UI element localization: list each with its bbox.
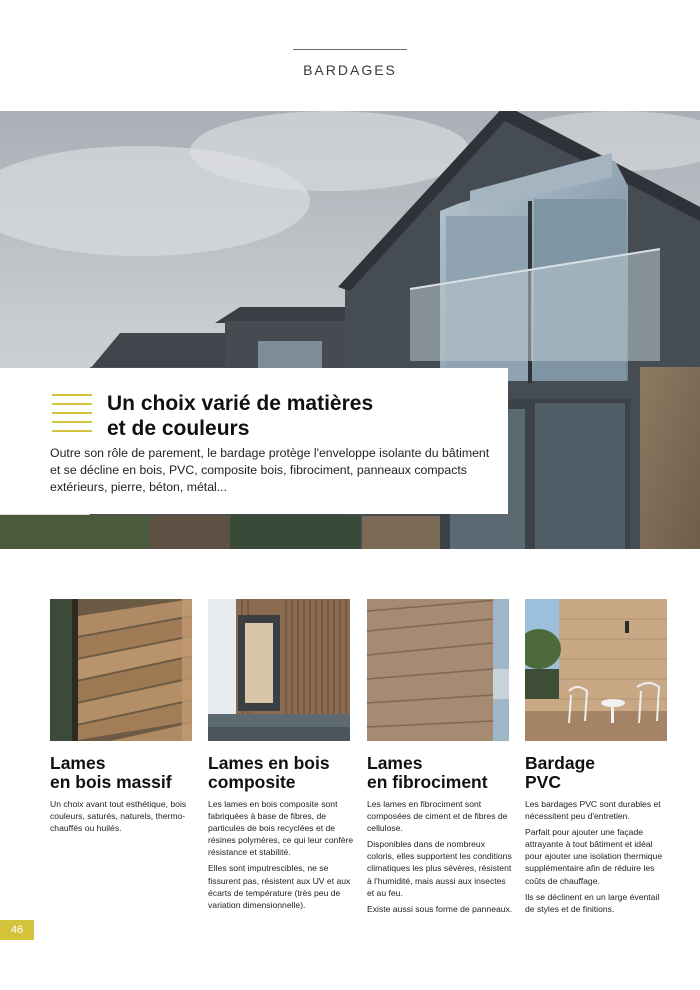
card-paragraph: Disponibles dans de nombreux coloris, elles supportent les conditions climatiques les plus sévères, résistent à l'humidité, mais aussi aux insectes et au feu. <box>367 839 512 898</box>
card-title-line2: PVC <box>525 772 561 792</box>
card-paragraph: Les bardages PVC sont durables et nécessitent peu d'entretien. <box>525 799 661 822</box>
card-title-line2: en bois massif <box>50 772 172 792</box>
card-paragraph: Elles sont imputrescibles, ne se fissurent pas, résistent aux UV et aux écarts de température (très peu de variation dimensionnelle). <box>208 863 351 910</box>
composite-wood-photo <box>208 599 350 741</box>
solid-wood-photo <box>50 599 192 741</box>
hero-title-line2: et de couleurs <box>107 417 250 440</box>
section-title: BARDAGES <box>303 62 397 78</box>
card-title-composite <box>208 754 356 792</box>
hero-title <box>107 391 497 441</box>
hero-title-line1: Un choix varié de matières <box>107 392 374 415</box>
card-body-composite <box>208 798 354 915</box>
card-body-pvc <box>525 798 671 919</box>
page-number: 46 <box>0 920 34 940</box>
card-title-solid-wood <box>50 754 198 792</box>
hero-intro-panel <box>0 368 508 514</box>
card-title-line2: composite <box>208 772 296 792</box>
pvc-cladding-photo <box>525 599 667 741</box>
card-title-pvc <box>525 754 673 792</box>
header-rule <box>293 49 407 50</box>
card-paragraph: Les lames en fibrociment sont composées de ciment et de fibres de cellulose. <box>367 799 508 834</box>
card-paragraph: Les lames en bois composite sont fabriquées à base de fibres, de particules de bois recyclées et de résines polymères, ce qui leur confère résistance et stabilité. <box>208 799 354 858</box>
card-title-line1: Bardage <box>525 753 596 773</box>
card-body-solid-wood <box>50 798 196 838</box>
card-title-line1: Lames en bois <box>208 753 330 773</box>
card-paragraph: Un choix avant tout esthétique, bois couleurs, saturés, naturels, thermo-chauffés ou huilés. <box>50 799 187 834</box>
card-title-line1: Lames <box>50 753 106 773</box>
card-paragraph: Parfait pour ajouter une façade attrayante à tout bâtiment et idéal pour ajouter une isolation thermique supplémentaire afin de réduire les coûts de chauffage. <box>525 827 663 886</box>
card-title-fibre-cement <box>367 754 515 792</box>
card-paragraph: Existe aussi sous forme de panneaux. <box>367 903 513 914</box>
hero-text: Outre son rôle de parement, le bardage protège l'enveloppe isolante du bâtiment et se décline en bois, PVC, composite bois, fibrociment, panneaux compacts extérieurs, pierre, béton, métal... <box>50 446 490 494</box>
card-title-line1: Lames <box>367 753 423 773</box>
card-paragraph: Ils se déclinent en un large éventail de styles et de finitions. <box>525 891 660 914</box>
accent-lines-icon <box>52 394 92 436</box>
card-title-line2: en fibrociment <box>367 772 488 792</box>
fibre-cement-photo <box>367 599 509 741</box>
card-body-fibre-cement <box>367 798 513 919</box>
